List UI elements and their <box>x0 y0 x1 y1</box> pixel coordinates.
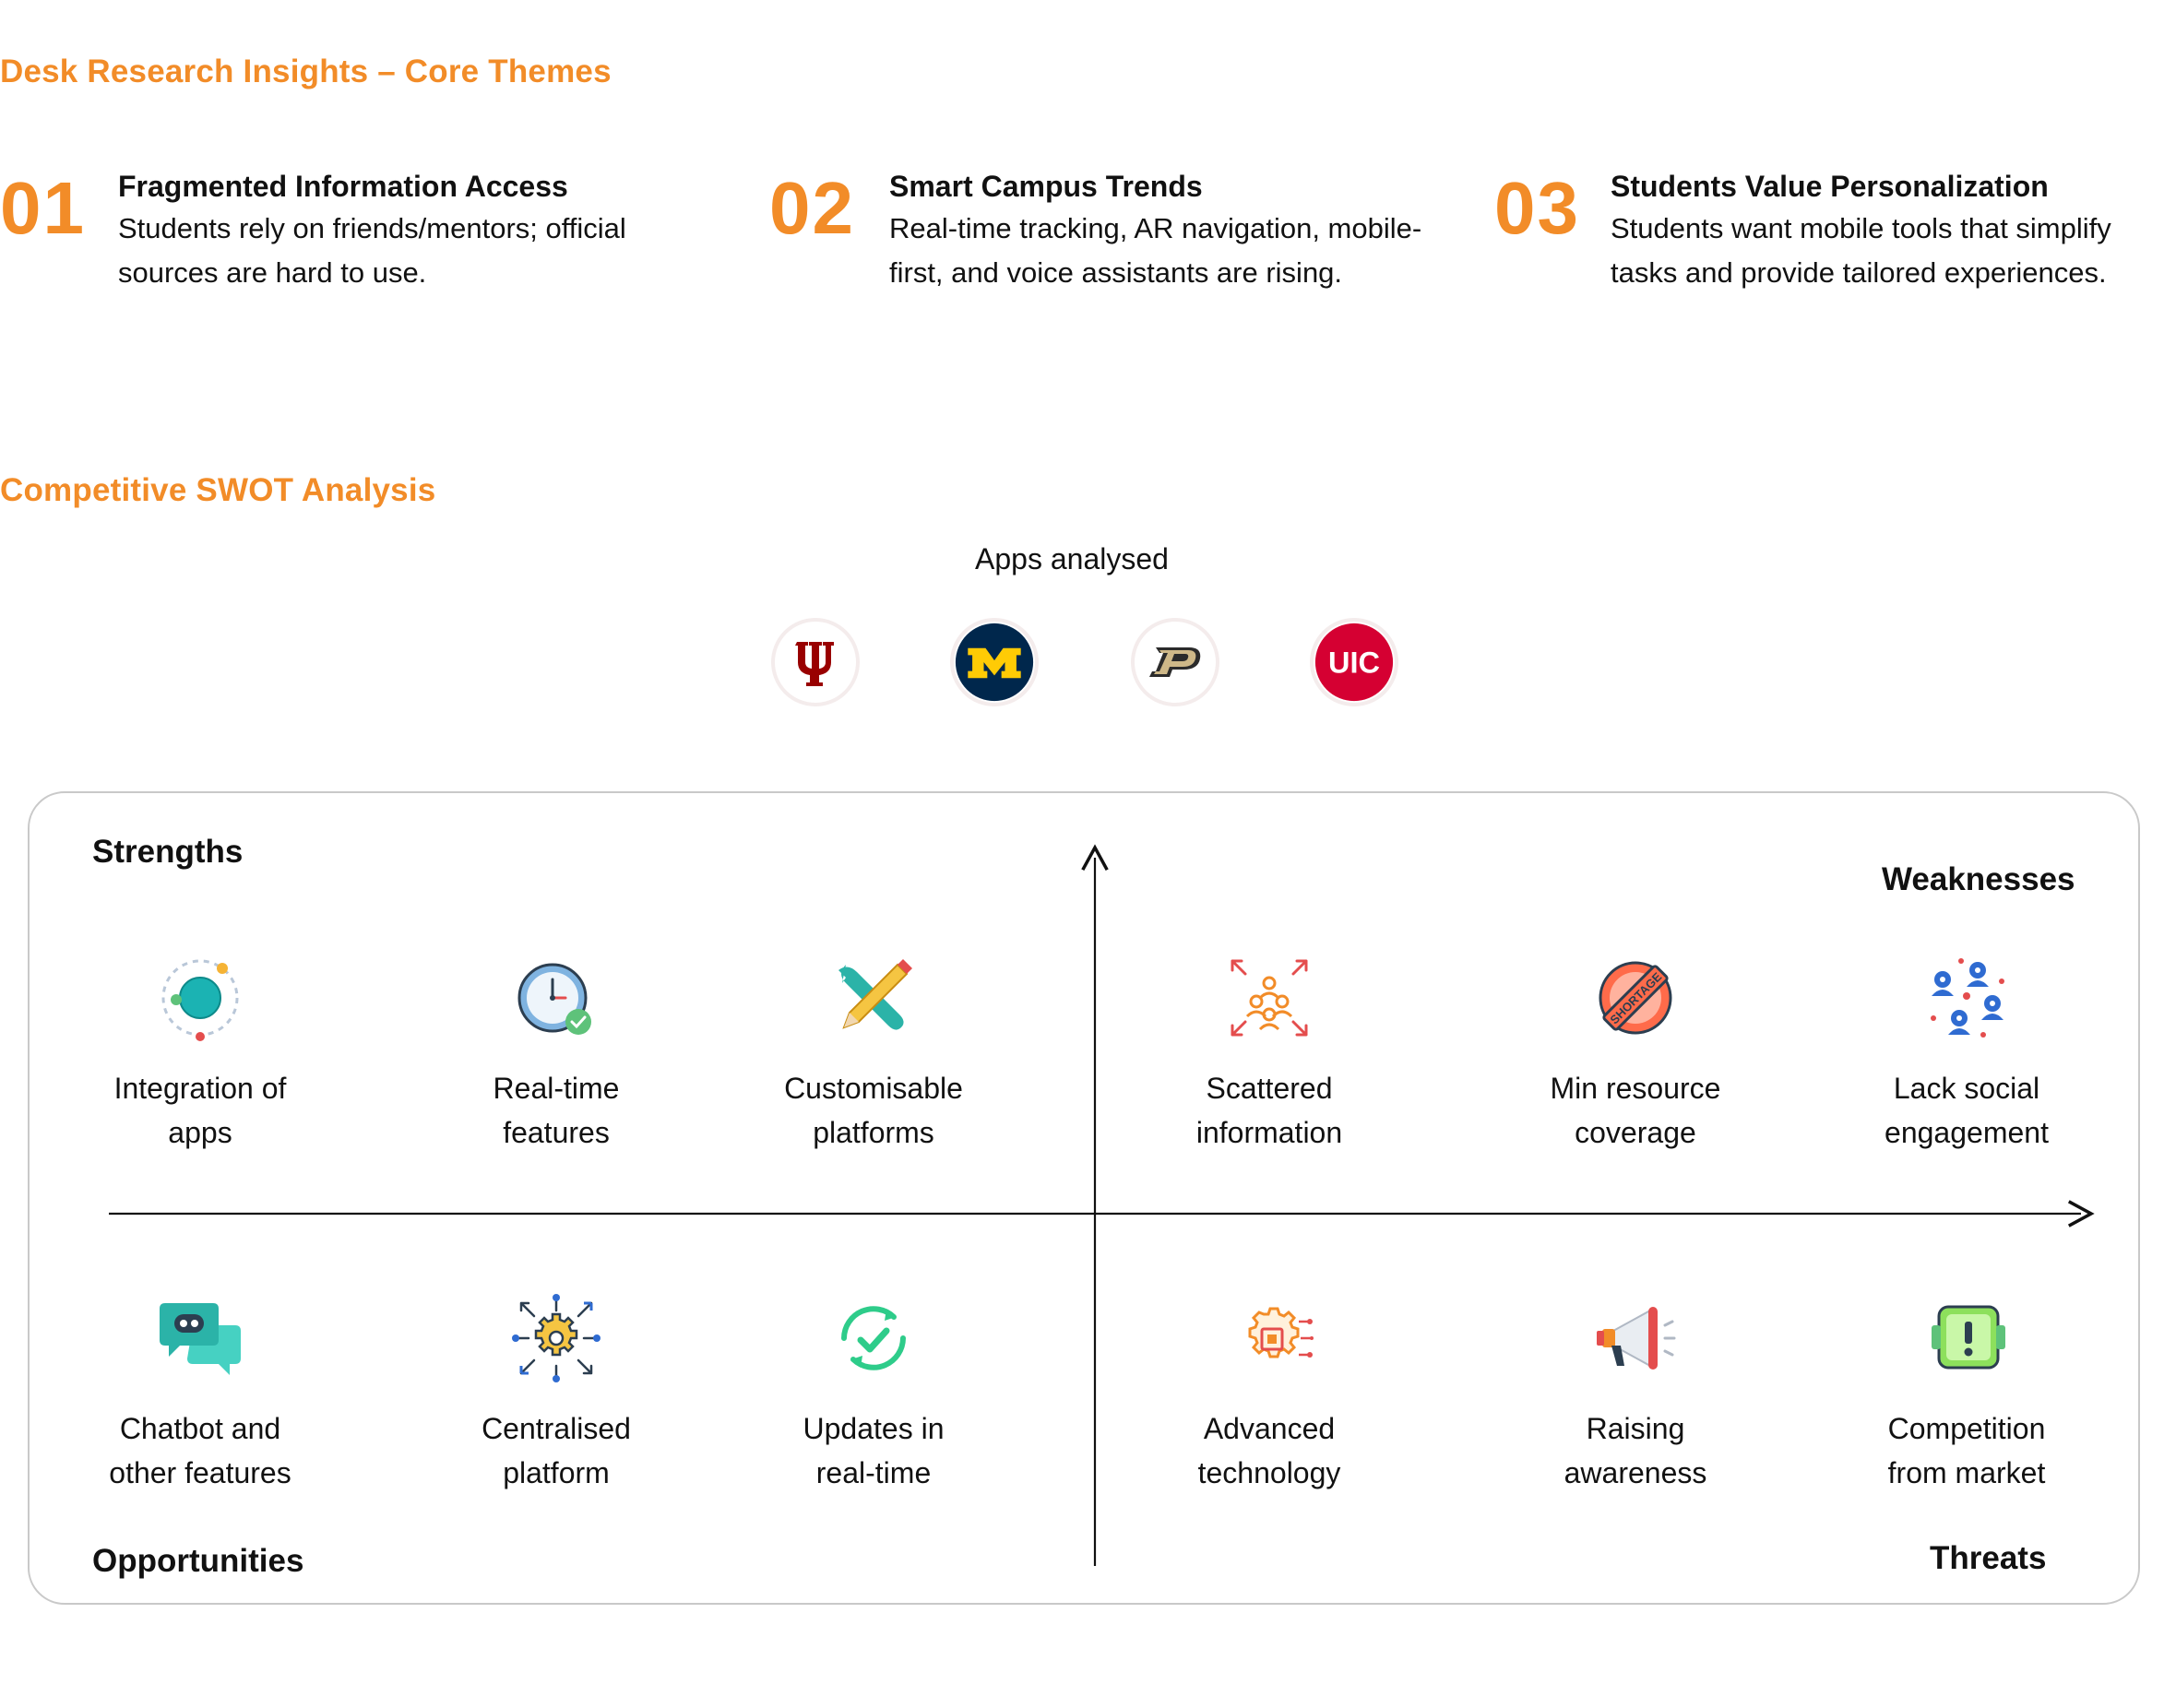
theme-number: 02 <box>769 167 855 249</box>
theme-body: Students rely on friends/mentors; official sources are hard to use. <box>118 212 626 289</box>
weakness-label: Min resource coverage <box>1550 1072 1721 1149</box>
weakness-resource <box>1488 954 1783 1155</box>
chatbot-icon <box>156 1294 244 1382</box>
swot-title: Competitive SWOT Analysis <box>0 472 436 508</box>
alert-box-icon <box>1922 1294 2011 1382</box>
wrench-pencil-icon <box>829 954 918 1042</box>
threat-awareness <box>1488 1294 1783 1495</box>
weakness-label: Lack social engagement <box>1885 1072 2049 1149</box>
weaknesses-title: Weaknesses <box>1882 861 2075 897</box>
opportunity-updates <box>726 1294 1021 1495</box>
strength-customisable <box>726 954 1021 1155</box>
threat-technology <box>1122 1294 1417 1495</box>
theme-heading: Smart Campus Trends <box>889 170 1203 203</box>
opportunity-centralised <box>409 1294 704 1495</box>
refresh-check-icon <box>829 1294 918 1382</box>
gear-chip-icon <box>1225 1294 1314 1382</box>
opportunity-label: Centralised platform <box>482 1412 631 1489</box>
opportunities-title: Opportunities <box>92 1543 304 1579</box>
apps-analysed-label: Apps analysed <box>975 542 1169 575</box>
centralised-gear-icon <box>512 1294 600 1382</box>
opportunity-label: Chatbot and other features <box>109 1412 291 1489</box>
weakness-label: Scattered information <box>1195 1072 1343 1149</box>
threats-title: Threats <box>1930 1540 2047 1576</box>
threat-competition <box>1819 1294 2114 1495</box>
scattered-people-icon <box>1225 954 1314 1042</box>
weakness-scattered <box>1122 954 1417 1155</box>
strength-label: Integration of apps <box>113 1072 287 1149</box>
theme-number: 03 <box>1494 167 1580 249</box>
threat-label: Advanced technology <box>1197 1412 1341 1489</box>
weakness-social <box>1819 954 2114 1155</box>
theme-body: Real-time tracking, AR navigation, mobile- first, and voice assistants are rising. <box>889 212 1422 289</box>
svg-text:SHORTAGE: SHORTAGE <box>1607 969 1665 1027</box>
opportunity-chatbot <box>53 1294 348 1495</box>
theme-body: Students want mobile tools that simplify tasks and provide tailored experiences. <box>1611 212 2111 289</box>
threat-label: Competition from market <box>1887 1412 2046 1489</box>
theme-number: 01 <box>0 167 86 249</box>
strength-integration <box>53 954 348 1155</box>
shortage-sign-icon <box>1591 954 1680 1042</box>
megaphone-icon <box>1591 1294 1680 1382</box>
insights-title: Desk Research Insights – Core Themes <box>0 53 612 89</box>
theme-heading: Fragmented Information Access <box>118 170 568 203</box>
strength-realtime <box>409 954 704 1155</box>
opportunity-label: Updates in real-time <box>803 1412 945 1489</box>
strength-label: Customisable platforms <box>784 1072 963 1149</box>
theme-heading: Students Value Personalization <box>1611 170 2049 203</box>
clock-check-icon <box>512 954 600 1042</box>
strengths-title: Strengths <box>92 834 244 870</box>
threat-label: Raising awareness <box>1564 1412 1707 1489</box>
svg-text:UIC: UIC <box>1328 646 1380 680</box>
strength-label: Real-time features <box>493 1072 620 1149</box>
orbit-integration-icon <box>156 954 244 1042</box>
disconnected-people-icon <box>1922 954 2011 1042</box>
